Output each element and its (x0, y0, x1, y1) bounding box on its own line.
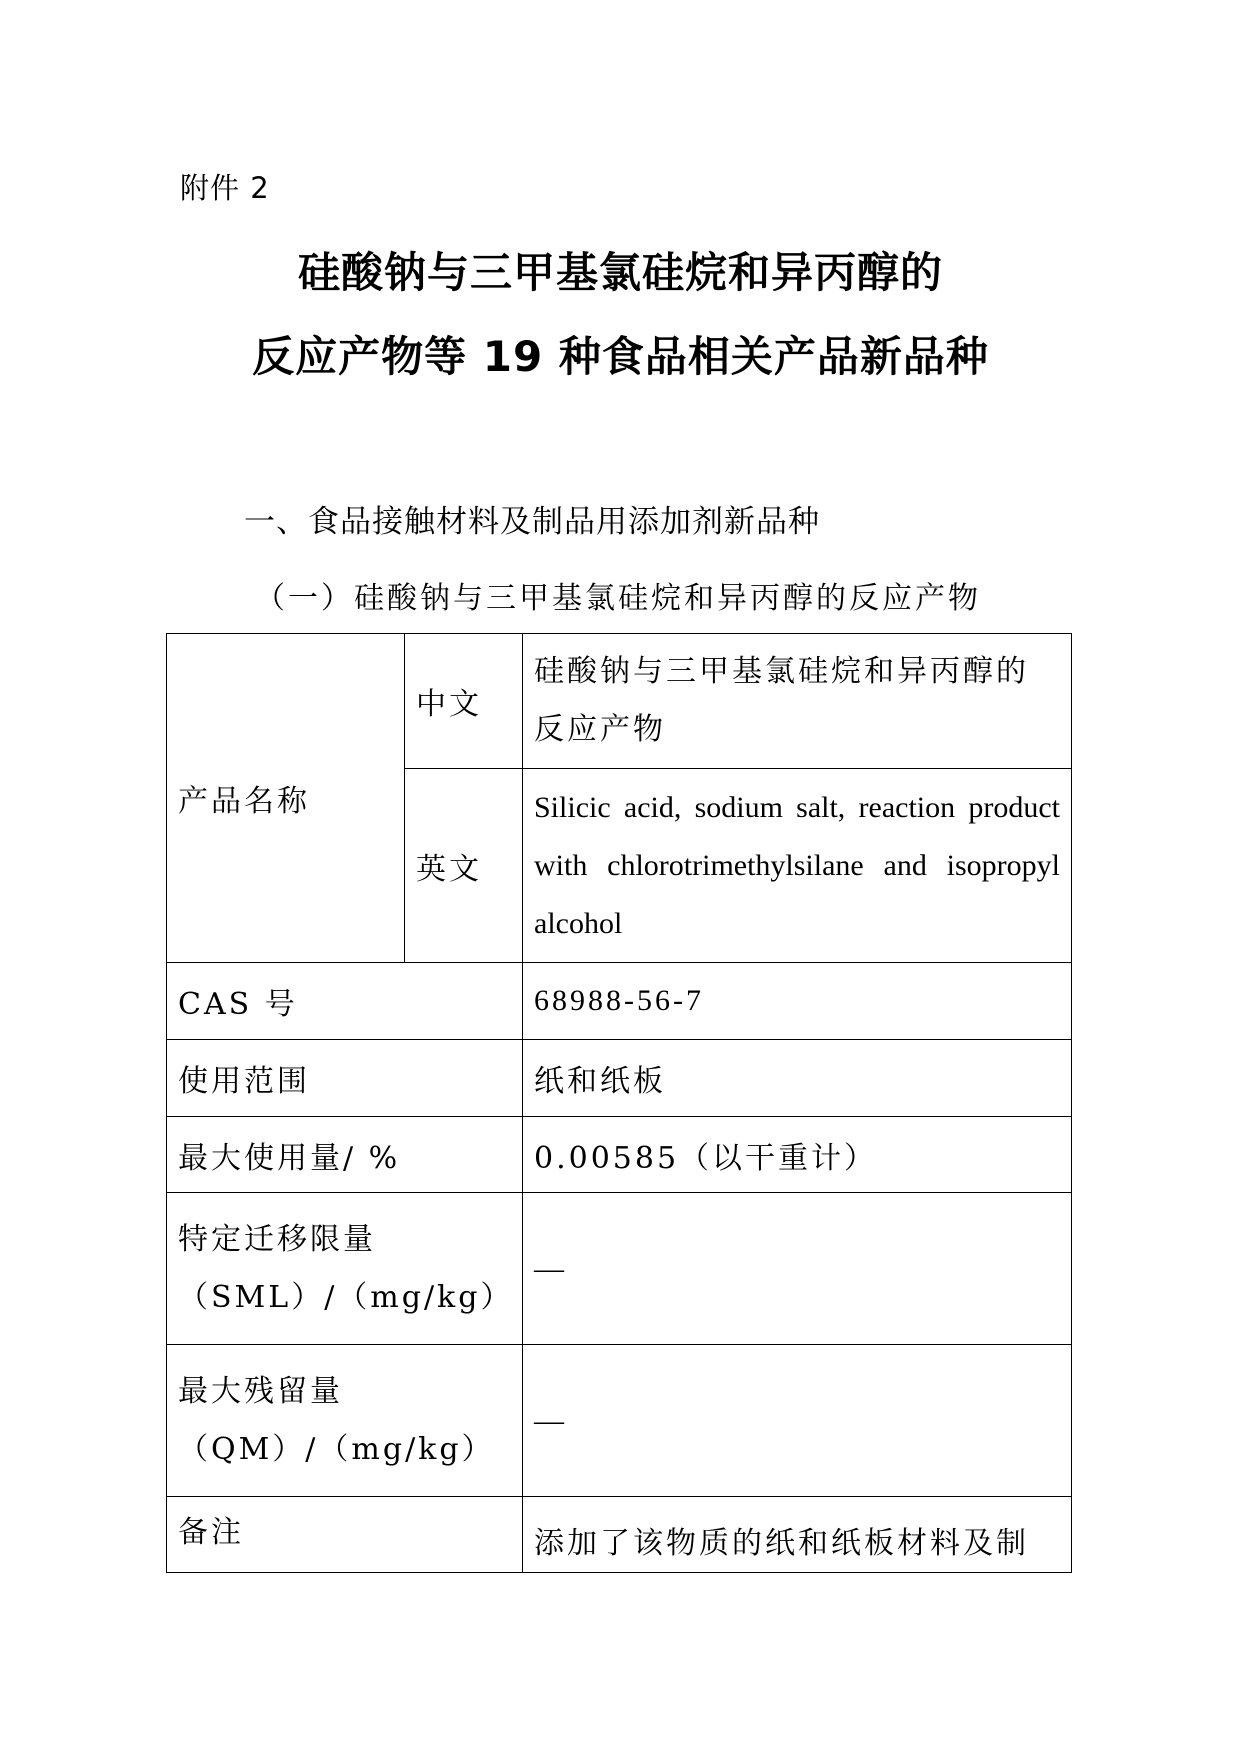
qm-label-line-1: 最大残留量 (178, 1373, 343, 1409)
sml-label-line-2: （SML）/（mg/kg） (178, 1279, 514, 1315)
qm-label (167, 1345, 523, 1497)
max-use-label: 最大使用量/ % (167, 1117, 523, 1193)
table-row (167, 634, 1072, 769)
table-row (167, 1193, 1072, 1345)
table-row (167, 1117, 1072, 1193)
remarks-label: 备注 (167, 1497, 523, 1573)
cas-value: 68988-56-7 (523, 963, 1072, 1040)
qm-label-line-2: （QM）/（mg/kg） (178, 1431, 495, 1467)
scope-label: 使用范围 (167, 1040, 523, 1117)
cas-label: CAS 号 (167, 963, 523, 1040)
document-title-line-2: 反应产物等 19 种食品相关产品新品种 (252, 332, 989, 381)
chinese-label: 中文 (405, 634, 523, 769)
subsection-heading: （一）硅酸钠与三甲基氯硅烷和异丙醇的反应产物 (255, 581, 981, 616)
product-spec-table (166, 633, 1072, 1573)
max-use-value: 0.00585（以干重计） (523, 1117, 1072, 1193)
product-name-label: 产品名称 (167, 634, 405, 963)
sml-label-line-1: 特定迁移限量 (178, 1221, 376, 1257)
table-row (167, 963, 1072, 1040)
scope-value: 纸和纸板 (523, 1040, 1072, 1117)
remarks-value: 添加了该物质的纸和纸板材料及制 (523, 1497, 1072, 1573)
document-title-line-1: 硅酸钠与三甲基氯硅烷和异丙醇的 (297, 248, 943, 297)
chinese-name-value: 硅酸钠与三甲基氯硅烷和异丙醇的反应产物 (523, 634, 1072, 769)
attachment-label: 附件 2 (180, 171, 270, 205)
table-row (167, 1345, 1072, 1497)
sml-value: — (523, 1193, 1072, 1345)
english-label: 英文 (405, 769, 523, 963)
qm-value: — (523, 1345, 1072, 1497)
section-heading: 一、食品接触材料及制品用添加剂新品种 (244, 504, 820, 540)
english-name-value: Silicic acid, sodium salt, reaction product with chlorotrimethylsilane and isopropyl alcohol (523, 769, 1072, 963)
sml-label (167, 1193, 523, 1345)
table-row (167, 1497, 1072, 1573)
table-row (167, 1040, 1072, 1117)
